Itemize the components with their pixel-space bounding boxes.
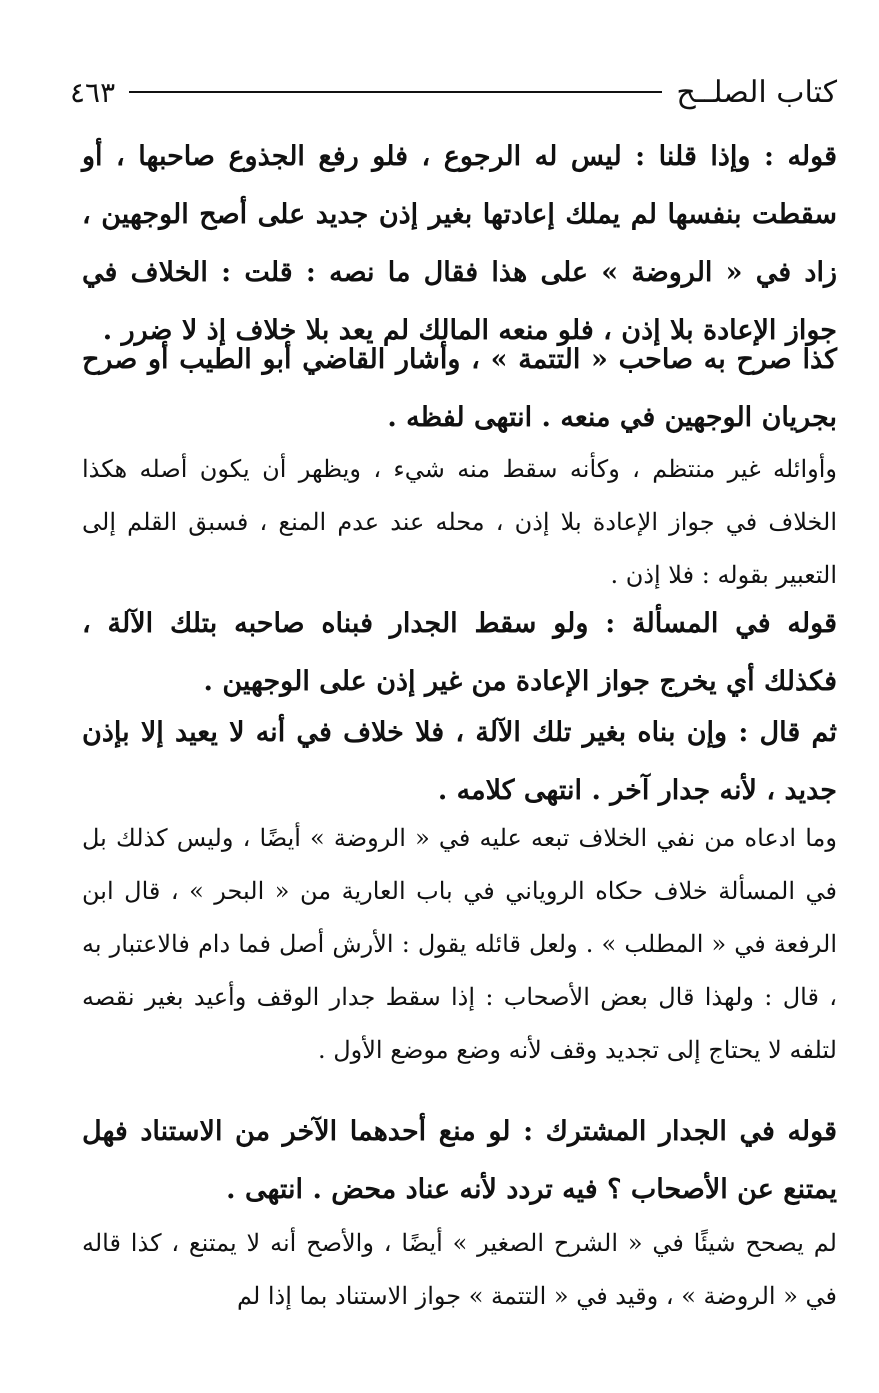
quote-paragraph: قوله في المسألة : ولو سقط الجدار فبناه صاحبه بتلك الآلة ، فكذلك أي يخرج جواز الإعادة من غير إذن على الوجهين . (82, 608, 837, 697)
page-header (70, 72, 837, 112)
quote-paragraph: ثم قال : وإن بناه بغير تلك الآلة ، فلا خلاف في أنه لا يعيد إلا بإذن جديد ، لأنه جدار آخر . انتهى كلامه . (82, 717, 837, 806)
quote-paragraph: قوله : وإذا قلنا : ليس له الرجوع ، فلو رفع الجذوع صاحبها ، أو سقطت بنفسها لم يملك إعادتها بغير إذن جديد على أصح الوجهين ، زاد في « الروضة » على هذا فقال ما نصه : قلت : الخلاف في جواز الإعادة بلا إذن ، فلو منعه المالك لم يعد بلا خلاف إذ لا ضرر . (82, 141, 837, 346)
commentary-paragraph: لم يصحح شيئًا في « الشرح الصغير » أيضًا ، والأصح أنه لا يمتنع ، كذا قاله في « الروضة » ، وقيد في « التتمة » جواز الاستناد بما إذا لم (82, 1229, 837, 1310)
page-number: ٤٦٣ (70, 75, 116, 109)
commentary-paragraph: وما ادعاه من نفي الخلاف تبعه عليه في « الروضة » أيضًا ، وليس كذلك بل في المسألة خلاف حكاه الروياني في باب العارية من « البحر » ، قال ابن الرفعة في « المطلب » . ولعل قائله يقول : الأرش أصل فما دام فالاعتبار به ، قال : ولهذا قال بعض الأصحاب : إذا سقط جدار الوقف وأعيد بغير نقصه لتلفه لا يحتاج إلى تجديد وقف لأنه وضع موضع الأول . (82, 824, 837, 1064)
running-title: كتاب الصلــح (676, 74, 837, 110)
quote-paragraph: كذا صرح به صاحب « التتمة » ، وأشار القاضي أبو الطيب أو صرح بجريان الوجهين في منعه . انتهى لفظه . (82, 344, 837, 433)
quote-paragraph: قوله في الجدار المشترك : لو منع أحدهما الآخر من الاستناد فهل يمتنع عن الأصحاب ؟ فيه تردد لأنه عناد محض . انتهى . (82, 1116, 837, 1205)
commentary-paragraph: وأوائله غير منتظم ، وكأنه سقط منه شيء ، ويظهر أن يكون أصله هكذا الخلاف في جواز الإعادة بلا إذن ، محله عند عدم المنع ، فسبق القلم إلى التعبير بقوله : فلا إذن . (82, 455, 837, 589)
header-rule (129, 91, 662, 93)
